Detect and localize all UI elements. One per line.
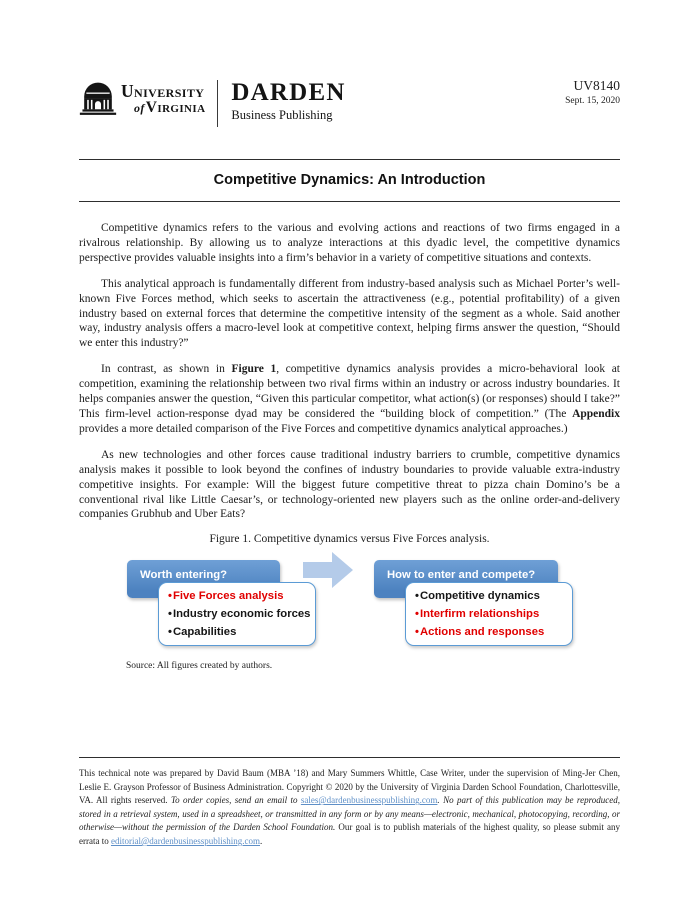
paragraph-3: In contrast, as shown in Figure 1, competitive dynamics analysis provides a micro-behavioral look at competition, examining the relationship between two rival firms within an industry or across industry boundaries. It helps companies answer the question, “Given this particular competitor, what action(s) (or responses) should I take?” This firm-level action-response dyad may be considered the “building block of competition.” (The Appendix provides a more detailed comparison of the Five Forces and competitive dynamics analytical approaches.)	[79, 363, 620, 435]
page-title: Competitive Dynamics: An Introduction	[213, 172, 486, 188]
uva-logo	[79, 79, 205, 117]
uva-wordmark	[121, 83, 205, 115]
list-item: • Actions and responses	[415, 623, 566, 641]
editorial-email-link[interactable]: editorial@dardenbusinesspublishing.com	[110, 835, 260, 846]
left-items-box	[158, 582, 316, 646]
doc-meta	[565, 77, 620, 108]
figure-1-ref: Figure 1	[231, 363, 277, 376]
figure-caption: Figure 1. Competitive dynamics versus Five Forces analysis.	[209, 533, 490, 546]
paragraph-2: This analytical approach is fundamentally different from industry-based analysis such as Michael Porter’s well-known Five Forces method, which seeks to ascertain the attractiveness (e.g., potential profitability) of a given industry based on external forces that determine the competitive intensity of the segment as a whole. Said another way, industry analysis offers a macro-level look at competitive context, helping firms answer the question, “Should we enter this industry?”	[79, 277, 620, 350]
rotunda-icon	[79, 81, 117, 117]
right-items-box	[405, 582, 573, 646]
of-word: of	[134, 100, 145, 115]
title-rule-bottom	[79, 201, 620, 202]
list-item: • Five Forces analysis	[168, 587, 309, 605]
source-note: Source: All figures created by authors.	[126, 661, 273, 672]
footer-rule	[79, 757, 620, 758]
virginia-word: ofVirginia	[134, 98, 206, 116]
paragraph-1: Competitive dynamics refers to the various and evolving actions and reactions of two firms engaged in a rivalrous relationship. By allowing us to analyze interactions at this dyadic level, the competitive dynamics perspective provides valuable insights into a firm’s behavior in a variety of competitive situations and contexts.	[79, 222, 620, 264]
header-divider	[217, 80, 218, 127]
footnote-text: This technical note was prepared by David Baum (MBA ’18) and Mary Summers Whittle, Case Writer, under the supervision of Ming-Jer Chen, Leslie E. Grayson Professor of Business Administration. Copyright © 2020 by the University of Virginia Darden School Foundation, Charlottesville, VA. All rights reserved. To order copies, send an email to sales@dardenbusinesspublishing.com. No part of this publication may be reproduced, stored in a retrieval system, used in a spreadsheet, or transmitted in any form or by any means—electronic, mechanical, photocopying, recording, or otherwise—without the permission of the Darden School Foundation. Our goal is to publish materials of the highest quality, so please submit any errata to editorial@dardenbusinesspublishing.com.	[79, 768, 621, 846]
appendix-ref: Appendix	[572, 407, 620, 420]
title-rule-top	[79, 159, 620, 160]
university-word: University	[121, 81, 205, 101]
brand-subtitle: Business Publishing	[231, 108, 333, 122]
doc-date: Sept. 15, 2020	[565, 96, 620, 107]
right-question-box: How to enter and compete?	[374, 560, 558, 598]
footer	[79, 757, 620, 849]
doc-id: UV8140	[573, 78, 620, 93]
paragraph-4: As new technologies and other forces cause traditional industry barriers to crumble, competitive dynamics analysis makes it possible to look beyond the confines of industry boundaries to provide valuable extra-industry competitive insights. For example: Will the biggest future competitive threat to pizza chain Domino’s be a conventional rival like Little Caesar’s, or technology-oriented new players such as the online order-and-delivery companies Grubhub and Uber Eats?	[79, 448, 620, 521]
sales-email-link[interactable]: sales@dardenbusinesspublishing.com	[300, 795, 438, 806]
list-item: • Industry economic forces	[168, 605, 309, 623]
publisher-header	[79, 79, 620, 131]
list-item: • Capabilities	[168, 623, 309, 641]
darden-brand	[231, 80, 345, 123]
left-question-box: Worth entering?	[127, 560, 280, 598]
list-item: • Competitive dynamics	[415, 587, 566, 605]
list-item: • Interfirm relationships	[415, 605, 566, 623]
figure-diagram	[79, 550, 620, 654]
brand-name: DARDEN	[231, 79, 346, 106]
